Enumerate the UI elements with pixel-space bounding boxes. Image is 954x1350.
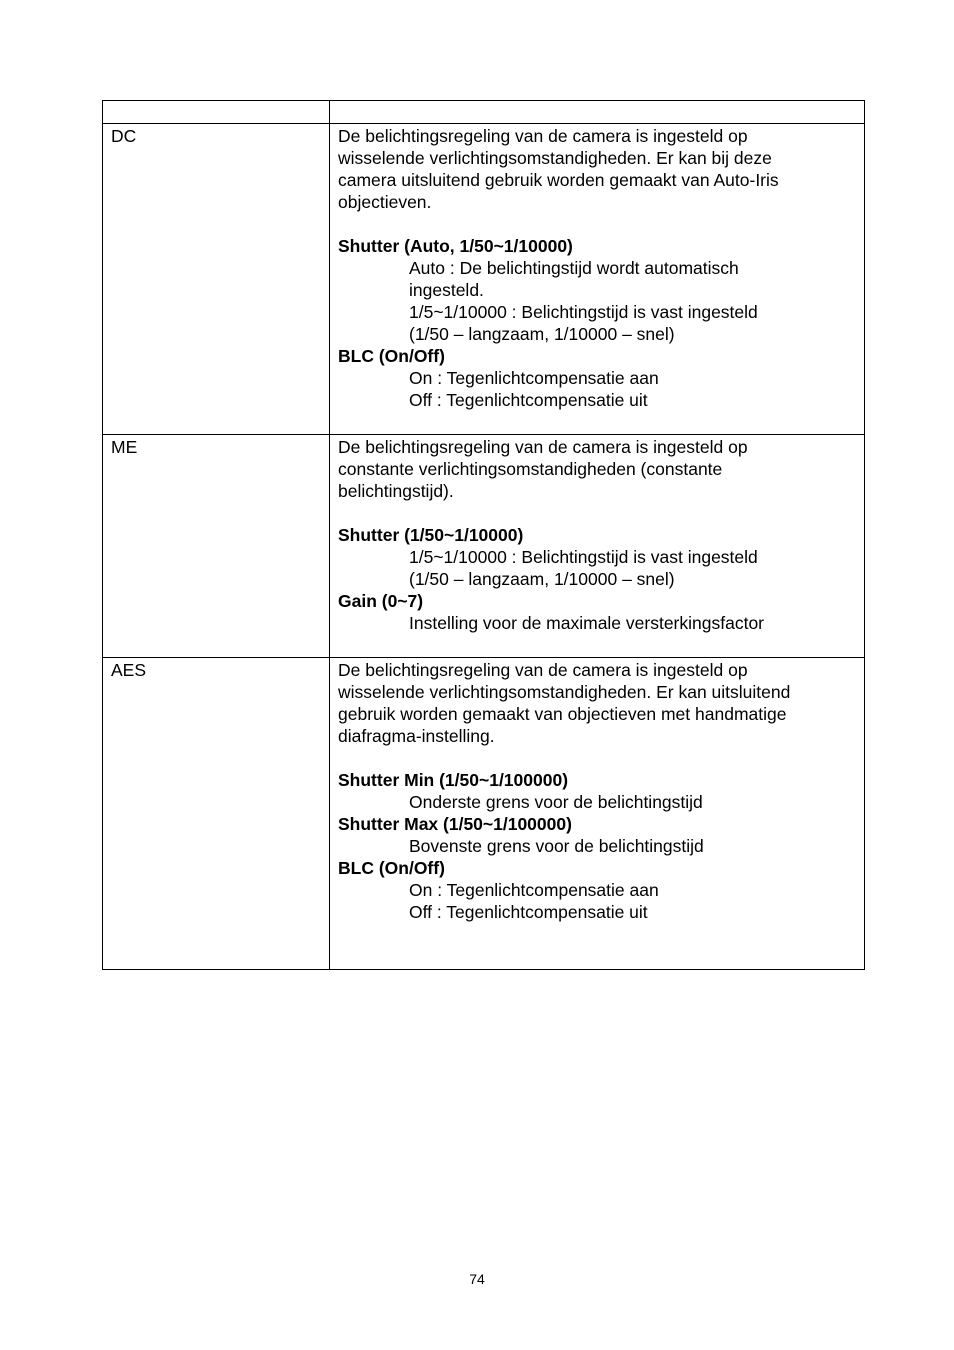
spacer [338, 502, 856, 524]
table-row-me [103, 435, 865, 658]
intro-line: objectieven. [338, 192, 432, 212]
table-header-row [103, 101, 865, 124]
spacer [338, 213, 856, 235]
header-cell-mode [103, 101, 330, 124]
setting-detail: Off : Tegenlichtcompensatie uit [409, 902, 648, 922]
intro-line: diafragma-instelling. [338, 726, 495, 746]
intro-line: camera uitsluitend gebruik worden gemaakt van Auto-Iris [338, 170, 779, 190]
intro-line: wisselende verlichtingsomstandigheden. Er kan uitsluitend [338, 682, 791, 702]
setting-title-gain: Gain (0~7) [338, 591, 424, 611]
setting-detail: (1/50 – langzaam, 1/10000 – snel) [409, 324, 675, 344]
setting-detail: Auto : De belichtingstijd wordt automatisch [409, 258, 739, 278]
setting-title-blc: BLC (On/Off) [338, 346, 445, 366]
setting-detail: (1/50 – langzaam, 1/10000 – snel) [409, 569, 675, 589]
mode-label-aes: AES [103, 658, 330, 970]
setting-detail: Instelling voor de maximale versterkingsfactor [409, 613, 765, 633]
description-cell-me [330, 435, 865, 658]
intro-line: De belichtingsregeling van de camera is ingesteld op [338, 660, 748, 680]
setting-detail: Onderste grens voor de belichtingstijd [409, 792, 703, 812]
setting-title-shutter-max: Shutter Max (1/50~1/100000) [338, 814, 572, 834]
description-cell-aes [330, 658, 865, 970]
description-cell-dc [330, 124, 865, 435]
setting-detail: On : Tegenlichtcompensatie aan [409, 880, 659, 900]
intro-line: De belichtingsregeling van de camera is ingesteld op [338, 126, 748, 146]
intro-line: belichtingstijd). [338, 481, 454, 501]
setting-detail: 1/5~1/10000 : Belichtingstijd is vast ingesteld [409, 547, 758, 567]
intro-line: gebruik worden gemaakt van objectieven met handmatige [338, 704, 787, 724]
setting-detail: 1/5~1/10000 : Belichtingstijd is vast ingesteld [409, 302, 758, 322]
setting-title-shutter: Shutter (Auto, 1/50~1/10000) [338, 236, 573, 256]
intro-line: De belichtingsregeling van de camera is ingesteld op [338, 437, 748, 457]
setting-title-shutter: Shutter (1/50~1/10000) [338, 525, 524, 545]
mode-label-me: ME [103, 435, 330, 658]
setting-title-blc: BLC (On/Off) [338, 858, 445, 878]
intro-text [338, 125, 856, 213]
table-row-aes [103, 658, 865, 970]
setting-detail: Bovenste grens voor de belichtingstijd [409, 836, 704, 856]
intro-text [338, 436, 856, 502]
setting-detail: ingesteld. [409, 280, 484, 300]
setting-title-shutter-min: Shutter Min (1/50~1/100000) [338, 770, 569, 790]
spacer [338, 747, 856, 769]
setting-detail: Off : Tegenlichtcompensatie uit [409, 390, 648, 410]
page-number: 74 [469, 1271, 485, 1287]
header-cell-description [330, 101, 865, 124]
setting-detail: On : Tegenlichtcompensatie aan [409, 368, 659, 388]
intro-line: wisselende verlichtingsomstandigheden. Er kan bij deze [338, 148, 772, 168]
intro-text [338, 659, 856, 747]
mode-label-dc: DC [103, 124, 330, 435]
exposure-settings-table [102, 100, 865, 970]
table-row-dc [103, 124, 865, 435]
intro-line: constante verlichtingsomstandigheden (constante [338, 459, 723, 479]
